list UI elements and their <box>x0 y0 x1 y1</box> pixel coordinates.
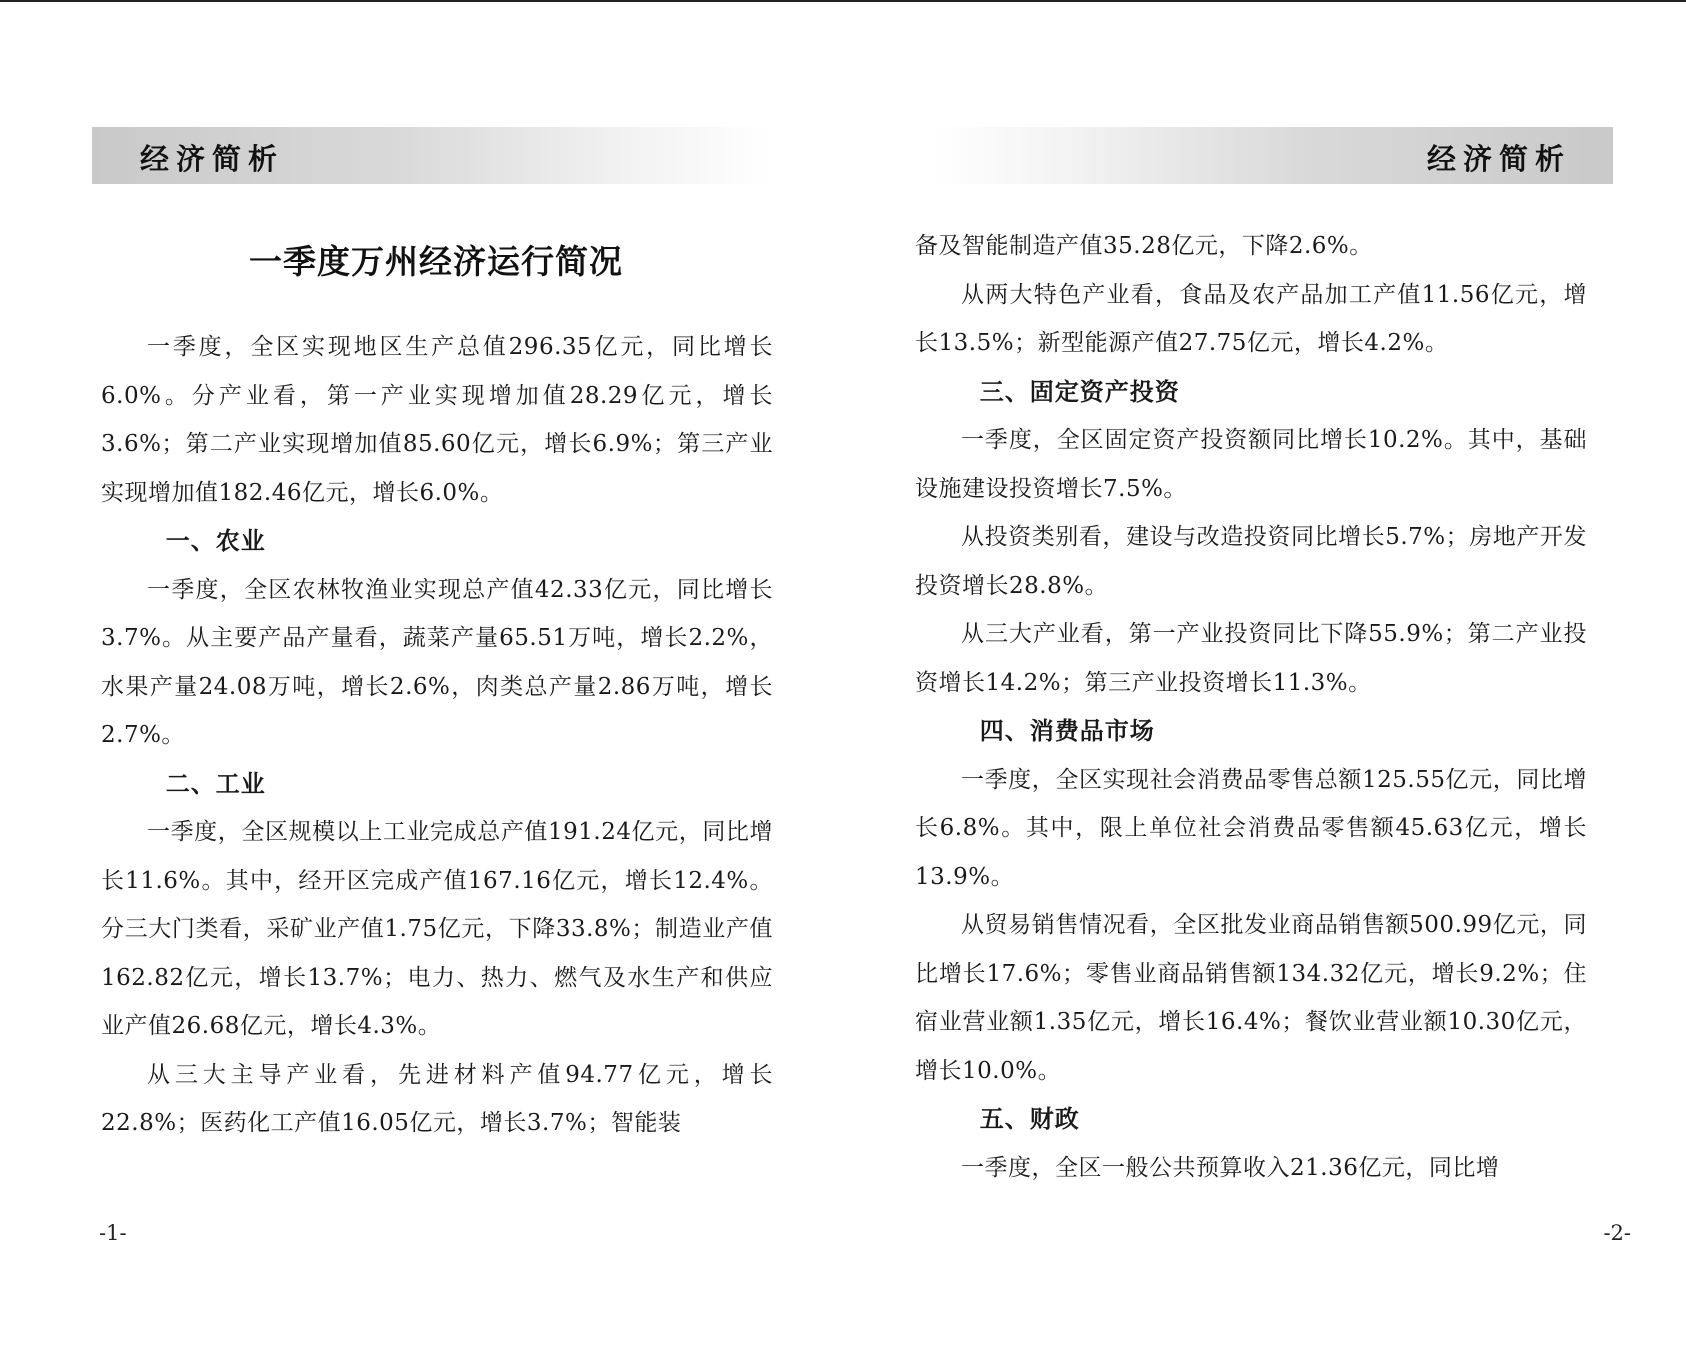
section-heading-industry: 二、工业 <box>165 769 266 798</box>
section-heading-finance: 五、财政 <box>979 1105 1080 1133</box>
paragraph-industry-leading: 从三大主导产业看，先进材料产值94.77亿元，增长22.8%；医药化工产值16.05亿元，增长3.7%；智能装 <box>101 1061 773 1136</box>
section-header-title: 经济简析 <box>1426 142 1571 176</box>
section-heading-consumer-market: 四、消费品市场 <box>979 717 1155 745</box>
paragraph-specialty-industries: 从两大特色产业看，食品及农产品加工产值11.56亿元，增长13.5%；新型能源产值27.75亿元，增长4.2%。 <box>915 281 1587 356</box>
section-header-band <box>933 127 1613 184</box>
section-heading-agriculture: 一、农业 <box>165 527 266 555</box>
paragraph-industry: 一季度，全区规模以上工业完成总产值191.24亿元，同比增长11.6%。其中，经开区完成产值167.16亿元，增长12.4%。分三大门类看，采矿业产值1.75亿元，下降33.8%；制造业产值162.82亿元，增长13.7%；电力、热力、燃气及水生产和供应业产值26.68亿元，增长4.3%。 <box>101 819 773 1039</box>
paragraph-investment-category: 从投资类别看，建设与改造投资同比增长5.7%；房地产开发投资增长28.8%。 <box>915 524 1587 599</box>
paragraph-investment-industry: 从三大产业看，第一产业投资同比下降55.9%；第二产业投资增长14.2%；第三产业投资增长11.3%。 <box>915 621 1587 696</box>
page-number: -2- <box>1603 1221 1631 1245</box>
paragraph-fixed-assets: 一季度，全区固定资产投资额同比增长10.2%。其中，基础设施建设投资增长7.5%。 <box>915 427 1587 502</box>
paragraph-continued: 备及智能制造产值35.28亿元，下降2.6%。 <box>915 233 1373 259</box>
article-title: 一季度万州经济运行简况 <box>249 242 623 281</box>
paragraph-trade-sales: 从贸易销售情况看，全区批发业商品销售额500.99亿元，同比增长17.6%；零售业商品销售额134.32亿元，增长9.2%；住宿业营业额1.35亿元，增长16.4%；餐饮业营业额10.30亿元，增长10.0%。 <box>915 912 1587 1084</box>
paragraph-intro: 一季度，全区实现地区生产总值296.35亿元，同比增长6.0%。分产业看，第一产业实现增加值28.29亿元，增长3.6%；第二产业实现增加值85.60亿元，增长6.9%；第三产业实现增加值182.46亿元，增长6.0%。 <box>101 334 773 506</box>
paragraph-finance: 一季度，全区一般公共预算收入21.36亿元，同比增 <box>961 1154 1500 1181</box>
page-number: -1- <box>99 1221 127 1245</box>
left-body-text <box>101 323 773 1148</box>
right-page <box>843 0 1686 1353</box>
section-header-band <box>92 127 772 184</box>
paragraph-agriculture: 一季度，全区农林牧渔业实现总产值42.33亿元，同比增长3.7%。从主要产品产量看，蔬菜产量65.51万吨，增长2.2%，水果产量24.08万吨，增长2.6%，肉类总产量2.86万吨，增长2.7%。 <box>101 576 773 748</box>
section-header-title: 经济简析 <box>140 142 285 176</box>
paragraph-consumer-retail: 一季度，全区实现社会消费品零售总额125.55亿元，同比增长6.8%。其中，限上单位社会消费品零售额45.63亿元，增长13.9%。 <box>915 766 1587 890</box>
right-body-text <box>915 222 1587 1192</box>
section-heading-fixed-assets: 三、固定资产投资 <box>979 377 1180 406</box>
